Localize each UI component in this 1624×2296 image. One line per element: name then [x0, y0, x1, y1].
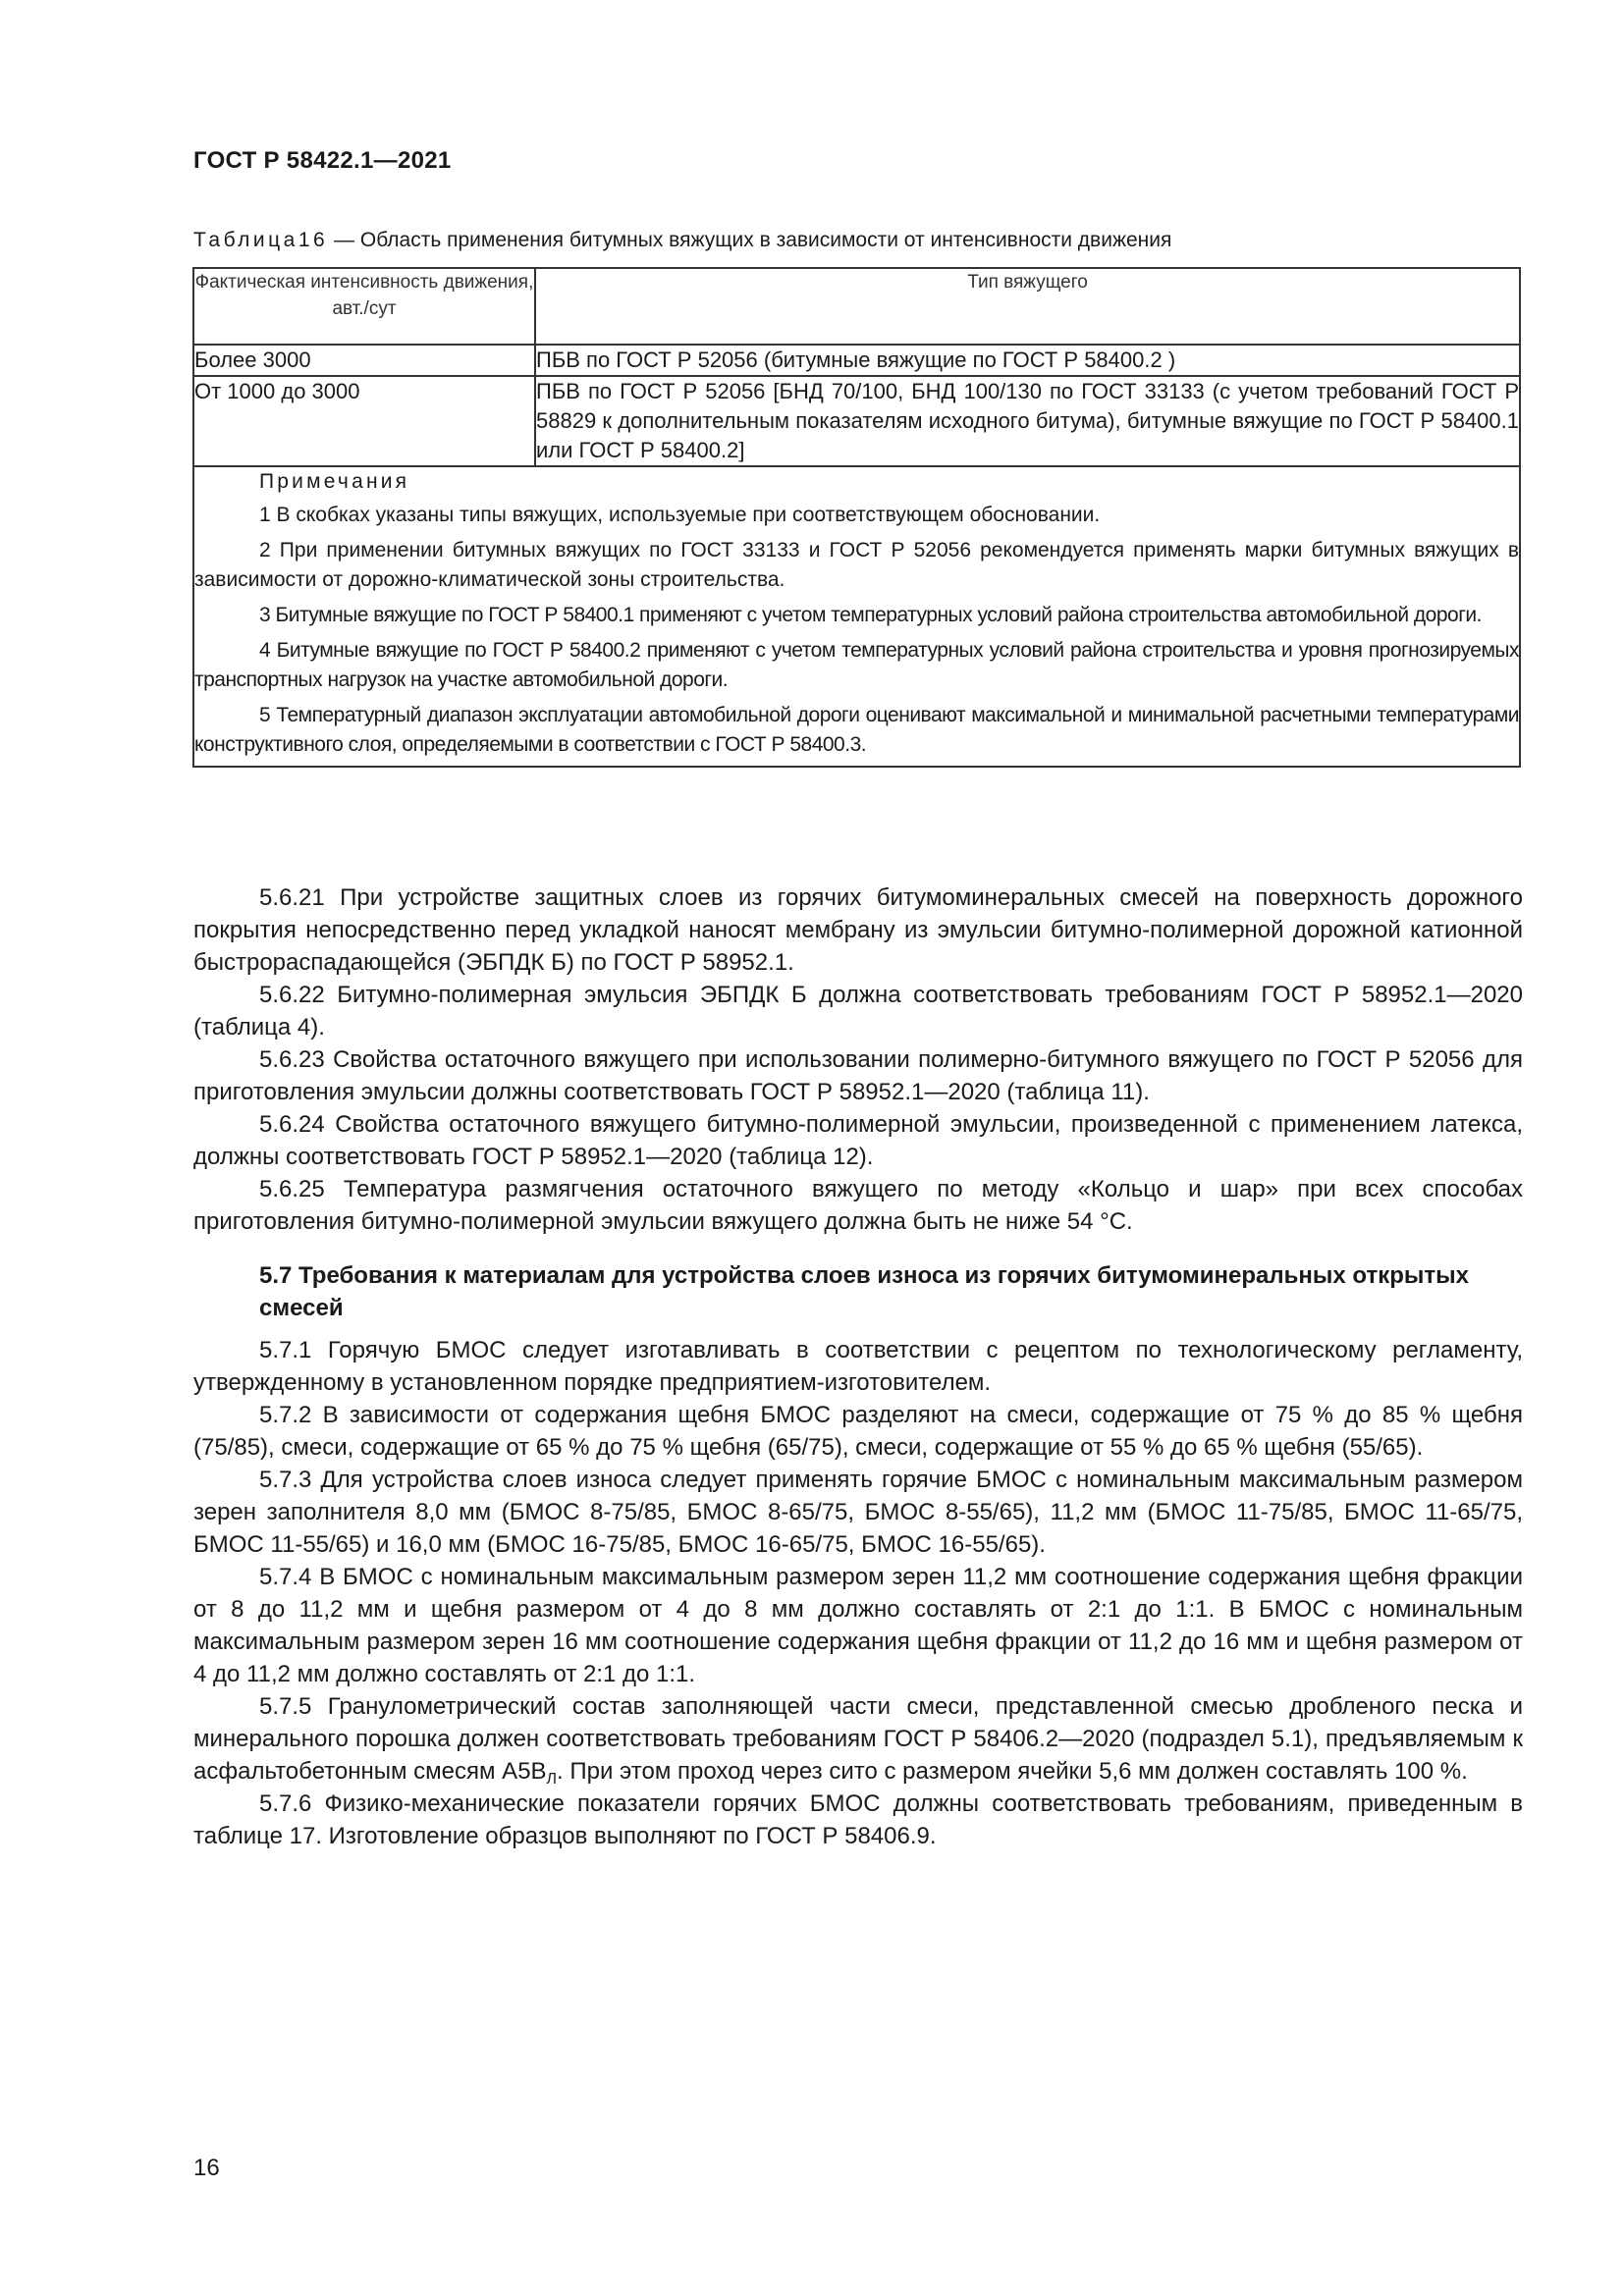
paragraph-5-7-2: 5.7.2 В зависимости от содержания щебня БМОС разделяют на смеси, содержащие от 75 % до 85 % щебня (75/85), смеси, содержащие от 65 % до 75 % щебня (65/75), смеси, содержащие от 55 % до 65 % щебня (55/65). [193, 1402, 1523, 1461]
cell-intensity: Более 3000 [193, 345, 535, 376]
note-item: 1 В скобках указаны типы вяжущих, используемые при соответствующем обосновании. [259, 504, 1101, 526]
paragraph-5-6-23: 5.6.23 Свойства остаточного вяжущего при использовании полимерно-битумного вяжущего по ГОСТ Р 52056 для приготовления эмульсии должны соответствовать ГОСТ Р 58952.1—2020 (таблица 11). [193, 1046, 1523, 1105]
table-caption-label: Таблица [193, 229, 298, 251]
paragraph-5-7-1: 5.7.1 Горячую БМОС следует изготавливать в соответствии с рецептом по технологическому регламенту, утвержденному в установленном порядке предприятием-изготовителем. [193, 1337, 1523, 1396]
binder-table [192, 267, 1521, 768]
paragraph-5-7-3: 5.7.3 Для устройства слоев износа следует применять горячие БМОС с номинальным максимальным размером зерен заполнителя 8,0 мм (БМОС 8-75/85, БМОС 8-65/75, БМОС 8-55/65), 11,2 мм (БМОС 11-75/85, БМОС 11-65/75, БМОС 11-55/65) и 16,0 мм (БМОС 16-75/85, БМОС 16-65/75, БМОС 16-55/65). [193, 1467, 1523, 1558]
table-caption-number: 16 [298, 229, 329, 251]
paragraph-5-7-6: 5.7.6 Физико-механические показатели горячих БМОС должны соответствовать требованиям, приведенным в таблице 17. Изготовление образцов выполняют по ГОСТ Р 58406.9. [193, 1790, 1523, 1849]
paragraph-5-6-25: 5.6.25 Температура размягчения остаточного вяжущего по методу «Кольцо и шар» при всех способах приготовления битумно-полимерной эмульсии вяжущего должна быть не ниже 54 °С. [193, 1176, 1523, 1235]
table-header-row [193, 268, 1520, 345]
note-item: 2 При применении битумных вяжущих по ГОСТ 33133 и ГОСТ Р 52056 рекомендуется применять марки битумных вяжущих в зависимости от дорожно-климатической зоны строительства. [194, 539, 1519, 591]
paragraph-5-6-24: 5.6.24 Свойства остаточного вяжущего битумно-полимерной эмульсии, произведенной с применением латекса, должны соответствовать ГОСТ Р 58952.1—2020 (таблица 12). [193, 1111, 1523, 1170]
subscript-l: Л [546, 1771, 558, 1788]
header-binder: Тип вяжущего [535, 268, 1520, 345]
table-row [193, 345, 1520, 376]
table-caption [193, 229, 1171, 252]
section-heading-5-7: 5.7 Требования к материалам для устройства слоев износа из горячих битумоминеральных открытых смесей [259, 1262, 1469, 1321]
paragraph-5-7-5-text: 5.7.5 Гранулометрический состав заполняющей части смеси, представленной смесью дробленого песка и минерального порошка должен соответствовать требованиям ГОСТ Р 58406.2—2020 (подраздел 5.1), предъявляемым к асфальтобетонным смесям А5В [193, 1693, 1523, 1785]
page-number: 16 [193, 2155, 220, 2181]
notes-title: Примечания [259, 470, 410, 493]
cell-intensity: От 1000 до 3000 [193, 376, 535, 466]
document-header: ГОСТ Р 58422.1—2021 [193, 147, 452, 174]
paragraph-5-7-5 [193, 1690, 1523, 1788]
note-item: 3 Битумные вяжущие по ГОСТ Р 58400.1 применяют с учетом температурных условий района строительства автомобильной дороги. [259, 604, 1482, 626]
note-item: 5 Температурный диапазон эксплуатации автомобильной дороги оценивают максимальной и минимальной расчетными температурами конструктивного слоя, определяемыми в соответствии с ГОСТ Р 58400.3. [194, 704, 1519, 756]
table-caption-text: — Область применения битумных вяжущих в зависимости от интенсивности движения [328, 229, 1172, 251]
table-notes [193, 466, 1520, 767]
paragraph-5-7-5-tail: . При этом проход через сито с размером ячейки 5,6 мм должен составлять 100 %. [557, 1758, 1468, 1785]
table-row [193, 376, 1520, 466]
notes-row [193, 466, 1520, 767]
cell-binder: ПБВ по ГОСТ Р 52056 [БНД 70/100, БНД 100/130 по ГОСТ 33133 (с учетом требований ГОСТ Р 58829 к дополнительным показателям исходного битума), битумные вяжущие по ГОСТ Р 58400.1 или ГОСТ Р 58400.2] [535, 376, 1520, 466]
paragraph-5-6-22: 5.6.22 Битумно-полимерная эмульсия ЭБПДК Б должна соответствовать требованиям ГОСТ Р 58952.1—2020 (таблица 4). [193, 982, 1523, 1041]
note-item: 4 Битумные вяжущие по ГОСТ Р 58400.2 применяют с учетом температурных условий района строительства и уровня прогнозируемых транспортных нагрузок на участке автомобильной дороги. [194, 639, 1519, 691]
header-intensity: Фактическая интенсивность движения, авт./сут [193, 268, 535, 345]
cell-binder: ПБВ по ГОСТ Р 52056 (битумные вяжущие по ГОСТ Р 58400.2 ) [535, 345, 1520, 376]
body-text [193, 881, 1523, 1852]
paragraph-5-6-21: 5.6.21 При устройстве защитных слоев из горячих битумоминеральных смесей на поверхность дорожного покрытия непосредственно перед укладкой наносят мембрану из эмульсии битумно-полимерной дорожной катионной быстрораспадающейся (ЭБПДК Б) по ГОСТ Р 58952.1. [193, 884, 1523, 976]
paragraph-5-7-4: 5.7.4 В БМОС с номинальным максимальным размером зерен 11,2 мм соотношение содержания щебня фракции от 8 до 11,2 мм и щебня размером от 4 до 8 мм должно составлять от 2:1 до 1:1. В БМОС с номинальным максимальным размером зерен 16 мм соотношение содержания щебня фракции от 11,2 до 16 мм и щебня размером от 4 до 11,2 мм должно составлять от 2:1 до 1:1. [193, 1564, 1523, 1687]
